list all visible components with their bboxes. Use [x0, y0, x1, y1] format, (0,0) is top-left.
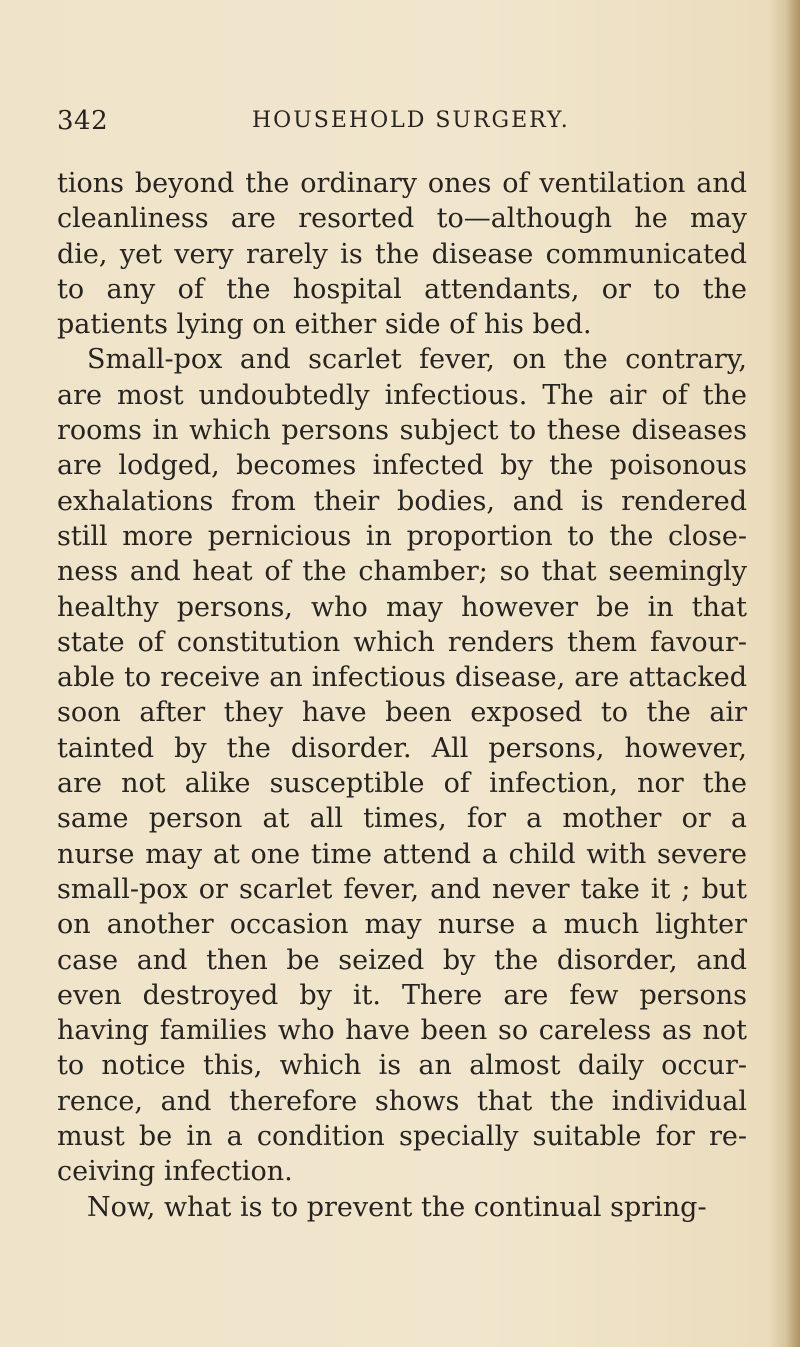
page-number: 342 — [57, 106, 109, 136]
text-line: Small-pox and scarlet fever, on the contrary, — [87, 344, 747, 376]
text-line: rooms in which persons subject to these diseases — [57, 415, 747, 447]
text-line: Now, what is to prevent the continual spring- — [87, 1191, 707, 1223]
page-header — [57, 96, 777, 136]
text-line: are lodged, becomes infected by the poisonous — [57, 450, 747, 482]
text-line: cleanliness are resorted to—although he may — [57, 203, 747, 235]
text-line: exhalations from their bodies, and is rendered — [57, 485, 747, 517]
text-line: to notice this, which is an almost daily occur- — [57, 1050, 747, 1082]
text-line: soon after they have been exposed to the air — [57, 697, 747, 729]
text-line: having families who have been so careless as not — [57, 1015, 747, 1047]
text-line: are most undoubtedly infectious. The air of the — [57, 379, 747, 411]
text-line: ness and heat of the chamber; so that seemingly — [57, 556, 747, 588]
text-line: healthy persons, who may however be in that — [57, 591, 747, 623]
text-line: same person at all times, for a mother or a — [57, 803, 747, 835]
text-line: still more pernicious in proportion to the close- — [57, 520, 747, 552]
text-line: on another occasion may nurse a much lighter — [57, 909, 747, 941]
text-line: must be in a condition specially suitable for re- — [57, 1121, 747, 1153]
text-line: are not alike susceptible of infection, nor the — [57, 768, 747, 800]
text-line: ceiving infection. — [57, 1156, 293, 1188]
text-line: state of constitution which renders them favour- — [57, 626, 747, 658]
text-line: tions beyond the ordinary ones of ventilation and — [57, 168, 747, 199]
text-line: patients lying on either side of his bed. — [57, 309, 592, 341]
text-line: rence, and therefore shows that the individual — [57, 1085, 747, 1117]
text-line: even destroyed by it. There are few persons — [57, 979, 747, 1011]
text-line: tainted by the disorder. All persons, however, — [57, 732, 747, 764]
page-edge-shadow — [786, 0, 800, 1347]
text-line: small-pox or scarlet fever, and never take it ; but — [57, 873, 747, 905]
running-title: HOUSEHOLD SURGERY. — [252, 108, 570, 133]
text-line: to any of the hospital attendants, or to the — [57, 273, 747, 305]
text-line: die, yet very rarely is the disease communicated — [57, 238, 747, 270]
body-text — [57, 166, 747, 1225]
text-line: case and then be seized by the disorder, and — [57, 944, 747, 976]
text-line: able to receive an infectious disease, are attacked — [57, 662, 747, 694]
text-line: nurse may at one time attend a child with severe — [57, 838, 747, 870]
